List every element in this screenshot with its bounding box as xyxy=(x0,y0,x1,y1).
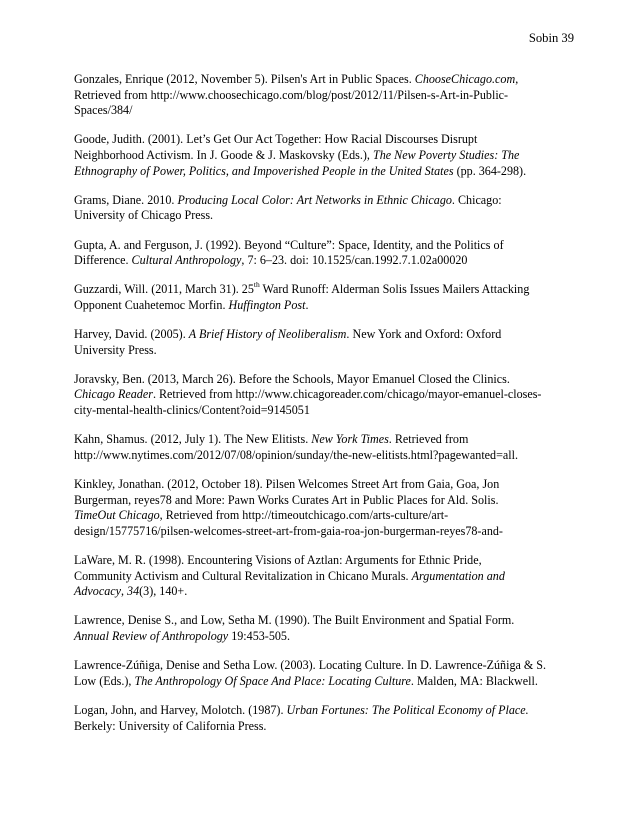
reference-text: Lawrence-Zúñiga, Denise and Setha Low. (2003). Locating Culture. In D. Lawrence-Zúñiga & S. xyxy=(74,658,547,673)
reference-text: Retrieved from http://www.choosechicago.com/blog/post/2012/11/Pilsen-s-Art-in-Public- xyxy=(74,87,509,102)
reference-line xyxy=(74,253,569,269)
reference-text: Burgerman, reyes78 and More: Pawn Works Curates Art in Public Places for Ald. Solis. xyxy=(74,492,499,507)
reference-text: (pp. 364-298). xyxy=(453,163,527,178)
reference-entry xyxy=(74,238,569,269)
reference-line xyxy=(74,508,569,524)
reference-line xyxy=(74,88,569,104)
reference-text: Harvey, David. (2005). xyxy=(74,327,189,342)
reference-line xyxy=(74,477,569,493)
reference-line xyxy=(74,703,569,719)
reference-line xyxy=(74,298,569,314)
reference-entry xyxy=(74,703,569,734)
reference-line xyxy=(74,343,569,359)
reference-line xyxy=(74,674,569,690)
reference-line xyxy=(74,327,569,343)
reference-text: Difference. xyxy=(74,253,132,268)
reference-text: Goode, Judith. (2001). Let’s Get Our Act Together: How Racial Discourses Disrupt xyxy=(74,132,478,147)
italic-title: Cultural Anthropology xyxy=(131,253,242,268)
reference-list xyxy=(74,72,569,748)
reference-text: Lawrence, Denise S., and Low, Setha M. (1990). The Built Environment and Spatial Form. xyxy=(74,613,515,628)
reference-entry xyxy=(74,327,569,358)
reference-text: city-mental-health-clinics/Content?oid=9145051 xyxy=(74,403,310,418)
reference-text: Guzzardi, Will. (2011, March 31). 25 xyxy=(74,282,254,297)
reference-text: Ward Runoff: Alderman Solis Issues Mailers Attacking xyxy=(259,282,530,297)
reference-text: Gupta, A. and Ferguson, J. (1992). Beyond “Culture”: Space, Identity, and the Politics of xyxy=(74,237,504,252)
reference-line xyxy=(74,132,569,148)
reference-text: Spaces/384/ xyxy=(74,103,133,118)
reference-line xyxy=(74,282,569,298)
reference-text: Logan, John, and Harvey, Molotch. (1987). xyxy=(74,702,287,717)
reference-line xyxy=(74,193,569,209)
italic-title: The New Poverty Studies: The xyxy=(372,147,520,162)
reference-line xyxy=(74,629,569,645)
reference-text: Grams, Diane. 2010. xyxy=(74,192,178,207)
reference-line xyxy=(74,403,569,419)
reference-line xyxy=(74,387,569,403)
reference-line xyxy=(74,448,569,464)
italic-title: Annual Review of Anthropology xyxy=(74,628,229,643)
reference-line xyxy=(74,372,569,388)
italic-title: A Brief History of Neoliberalism xyxy=(188,327,347,342)
reference-text: . Retrieved from http://www.chicagoreader.com/chicago/mayor-emanuel-closes- xyxy=(152,387,542,402)
reference-text: Low (Eds.), xyxy=(74,673,135,688)
reference-text: Kahn, Shamus. (2012, July 1). The New Elitists. xyxy=(74,432,312,447)
reference-line xyxy=(74,719,569,735)
reference-entry xyxy=(74,613,569,644)
reference-text: , xyxy=(515,72,519,86)
italic-title: ChooseChicago.com xyxy=(414,72,516,86)
italic-title: Urban Fortunes: The Political Economy of Place. xyxy=(286,702,529,717)
reference-text: , xyxy=(121,584,128,599)
italic-title: Huffington Post xyxy=(228,297,306,312)
reference-text: Joravsky, Ben. (2013, March 26). Before the Schools, Mayor Emanuel Closed the Clinics. xyxy=(74,371,510,386)
italic-title: TimeOut Chicago xyxy=(74,508,160,523)
italic-title: The Anthropology Of Space And Place: Locating Culture xyxy=(134,673,411,688)
reference-entry xyxy=(74,432,569,463)
reference-text: Neighborhood Activism. In J. Goode & J. Maskovsky (Eds.), xyxy=(74,147,373,162)
italic-title: Argumentation and xyxy=(411,568,505,583)
italic-title: Chicago Reader xyxy=(74,387,153,402)
reference-line xyxy=(74,493,569,509)
italic-title: Advocacy xyxy=(74,584,121,599)
reference-text: . Retrieved from xyxy=(388,432,469,447)
reference-entry xyxy=(74,193,569,224)
reference-line xyxy=(74,658,569,674)
reference-text: , Retrieved from http://timeoutchicago.com/arts-culture/art- xyxy=(159,508,449,523)
reference-entry xyxy=(74,477,569,539)
reference-entry xyxy=(74,72,569,119)
reference-text: . New York and Oxford: Oxford xyxy=(346,327,502,342)
reference-text: Gonzales, Enrique (2012, November 5). Pilsen's Art in Public Spaces. xyxy=(74,72,415,86)
reference-line xyxy=(74,569,569,585)
italic-title: Producing Local Color: Art Networks in Ethnic Chicago xyxy=(177,192,452,207)
running-head: Sobin 39 xyxy=(528,31,574,45)
reference-text: University of Chicago Press. xyxy=(74,208,214,223)
reference-text: 19:453-505. xyxy=(228,628,290,643)
reference-text: (3), 140+. xyxy=(139,584,188,599)
reference-text: . xyxy=(305,297,309,312)
superscript: th xyxy=(253,280,260,290)
reference-line xyxy=(74,208,569,224)
reference-line xyxy=(74,164,569,180)
reference-entry xyxy=(74,658,569,689)
reference-line xyxy=(74,553,569,569)
reference-text: LaWare, M. R. (1998). Encountering Visions of Aztlan: Arguments for Ethnic Pride, xyxy=(74,553,482,567)
reference-text: University Press. xyxy=(74,342,157,357)
reference-line xyxy=(74,524,569,540)
reference-text: Community Activism and Cultural Revitalization in Chicano Murals. xyxy=(74,568,412,583)
reference-text: . Chicago: xyxy=(451,192,502,207)
reference-line xyxy=(74,238,569,254)
reference-line xyxy=(74,148,569,164)
reference-entry xyxy=(74,372,569,419)
italic-title: New York Times xyxy=(311,432,389,447)
italic-title: Ethnography of Power, Politics, and Impoverished People in the United States xyxy=(74,163,454,178)
reference-entry xyxy=(74,553,569,600)
reference-text: , 7: 6–23. doi: 10.1525/can.1992.7.1.02a00020 xyxy=(241,253,468,268)
reference-text: Kinkley, Jonathan. (2012, October 18). Pilsen Welcomes Street Art from Gaia, Goa, Jon xyxy=(74,477,500,492)
reference-text: Berkely: University of California Press. xyxy=(74,718,267,733)
reference-text: Opponent Cuahetemoc Morfin. xyxy=(74,297,229,312)
reference-line xyxy=(74,584,569,600)
reference-text: design/15775716/pilsen-welcomes-street-art-from-gaia-roa-jon-burgerman-reyes78-and- xyxy=(74,523,503,538)
reference-text: . Malden, MA: Blackwell. xyxy=(410,673,538,688)
reference-entry xyxy=(74,132,569,179)
italic-title: 34 xyxy=(127,584,140,599)
reference-entry xyxy=(74,282,569,313)
reference-text: http://www.nytimes.com/2012/07/08/opinion/sunday/the-new-elitists.html?pagewanted=all. xyxy=(74,447,519,462)
reference-line xyxy=(74,432,569,448)
reference-line xyxy=(74,103,569,119)
reference-line xyxy=(74,613,569,629)
reference-line xyxy=(74,72,569,88)
